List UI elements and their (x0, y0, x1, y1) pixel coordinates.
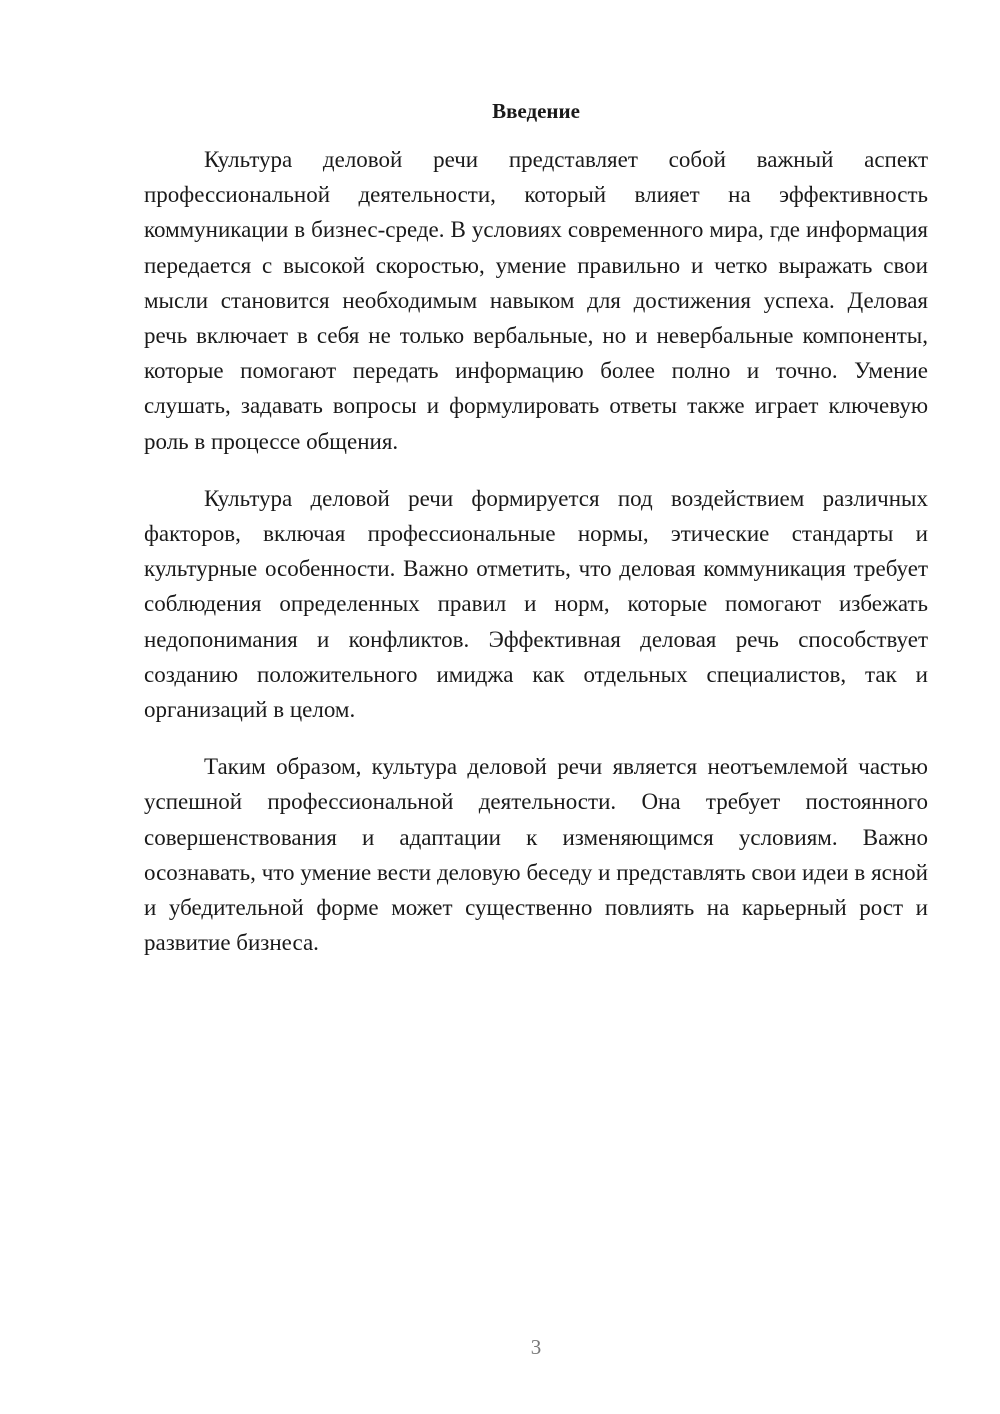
section-heading: Введение (492, 99, 580, 123)
page-number: 3 (530, 1335, 542, 1359)
document-body (144, 142, 928, 982)
paragraph-1: Культура деловой речи представляет собой важный аспект профессиональной деятельности, который влияет на эффективность коммуникации в бизнес-среде. В условиях современного мира, где информация передается с высокой скоростью, умение правильно и четко выражать свои мысли становится необходимым навыком для достижения успеха. Деловая речь включает в себя не только вербальные, но и невербальные компоненты, которые помогают передать информацию более полно и точно. Умение слушать, задавать вопросы и формулировать ответы также играет ключевую роль в процессе общения. (144, 147, 928, 454)
paragraph-2: Культура деловой речи формируется под воздействием различных факторов, включая профессиональные нормы, этические стандарты и культурные особенности. Важно отметить, что деловая коммуникация требует соблюдения определенных правил и норм, которые помогают избежать недопонимания и конфликтов. Эффективная деловая речь способствует созданию положительного имиджа как отдельных специалистов, так и организаций в целом. (144, 485, 928, 723)
paragraph-3: Таким образом, культура деловой речи является неотъемлемой частью успешной профессиональной деятельности. Она требует постоянного совершенствования и адаптации к изменяющимся условиям. Важно осознавать, что умение вести деловую беседу и представлять свои идеи в ясной и убедительной форме может существенно повлиять на карьерный рост и развитие бизнеса. (144, 754, 928, 956)
